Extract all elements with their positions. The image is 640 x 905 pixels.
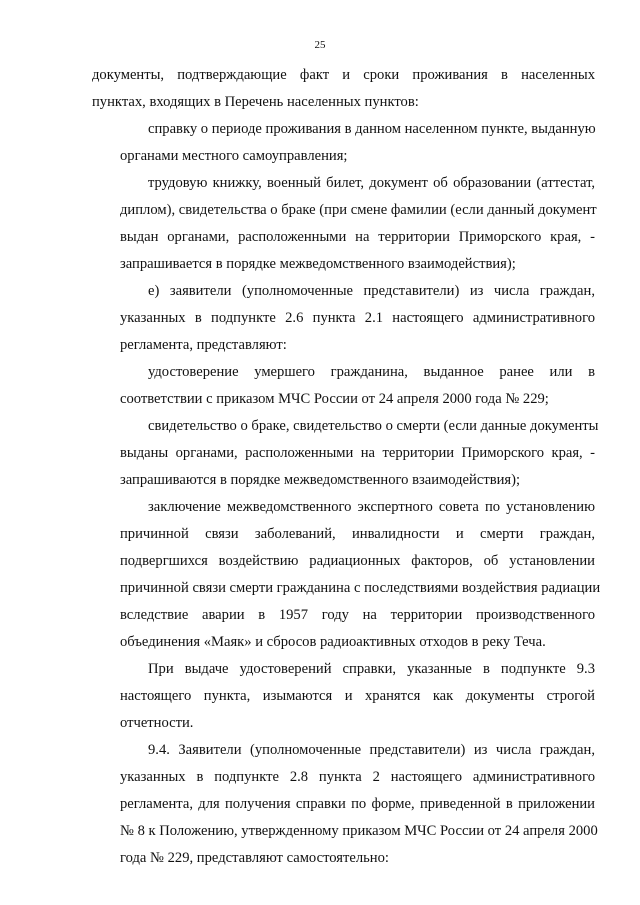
text-line: соответствии с приказом МЧС России от 24 апреля 2000 года № 229;: [120, 391, 549, 407]
paragraph: [92, 737, 598, 872]
text-line: выдан органами, расположенными на территории Приморского края, -: [120, 229, 595, 245]
paragraph: [92, 116, 595, 170]
text-line: диплом), свидетельства о браке (при смене фамилии (если данный документ: [120, 202, 597, 218]
text-line: вследствие аварии в 1957 году на территории производственного: [120, 607, 595, 623]
text-line: объединения «Маяк» и сбросов радиоактивных отходов в реку Теча.: [120, 634, 546, 650]
text-line: выданы органами, расположенными на территории Приморского края, -: [120, 445, 595, 461]
text-line: № 8 к Положению, утвержденному приказом МЧС России от 24 апреля 2000: [120, 823, 598, 839]
paragraph: [92, 170, 595, 278]
text-line: органами местного самоуправления;: [120, 148, 348, 164]
text-line: свидетельство о браке, свидетельство о смерти (если данные документы: [148, 418, 599, 434]
paragraph: [92, 359, 595, 413]
text-line: настоящего пункта, изымаются и хранятся как документы строгой: [120, 688, 595, 704]
paragraph: [92, 413, 599, 494]
text-line: При выдаче удостоверений справки, указанные в подпункте 9.3: [148, 661, 595, 677]
text-line: указанных в подпункте 2.6 пункта 2.1 настоящего административного: [120, 310, 595, 326]
paragraph: [92, 494, 601, 656]
document-body: [92, 62, 601, 872]
text-line: пунктах, входящих в Перечень населенных пунктов:: [92, 94, 419, 110]
paragraph: [92, 656, 595, 737]
text-line: заключение межведомственного экспертного совета по установлению: [148, 499, 595, 515]
text-line: подвергшихся воздействию радиационных факторов, об установлении: [120, 553, 595, 569]
text-line: запрашивается в порядке межведомственного взаимодействия);: [120, 256, 516, 272]
text-line: е) заявители (уполномоченные представители) из числа граждан,: [148, 283, 595, 299]
text-line: указанных в подпункте 2.8 пункта 2 настоящего административного: [120, 769, 595, 785]
page-number: 25: [314, 39, 326, 51]
text-line: отчетности.: [120, 715, 194, 731]
paragraph: [92, 62, 595, 116]
text-line: запрашиваются в порядке межведомственного взаимодействия);: [120, 472, 521, 488]
text-line: документы, подтверждающие факт и сроки проживания в населенных: [92, 67, 595, 83]
text-line: причинной связи заболеваний, инвалидности и смерти граждан,: [120, 526, 595, 542]
text-line: года № 229, представляют самостоятельно:: [120, 850, 389, 866]
text-line: регламента, для получения справки по форме, приведенной в приложении: [120, 796, 595, 812]
text-line: удостоверение умершего гражданина, выданное ранее или в: [148, 364, 595, 380]
text-line: причинной связи смерти гражданина с последствиями воздействия радиации: [120, 580, 601, 596]
text-line: трудовую книжку, военный билет, документ об образовании (аттестат,: [148, 175, 595, 191]
paragraph: [92, 278, 595, 359]
text-line: регламента, представляют:: [120, 337, 287, 353]
text-line: справку о периоде проживания в данном населенном пункте, выданную: [148, 121, 596, 137]
text-line: 9.4. Заявители (уполномоченные представители) из числа граждан,: [148, 742, 595, 758]
